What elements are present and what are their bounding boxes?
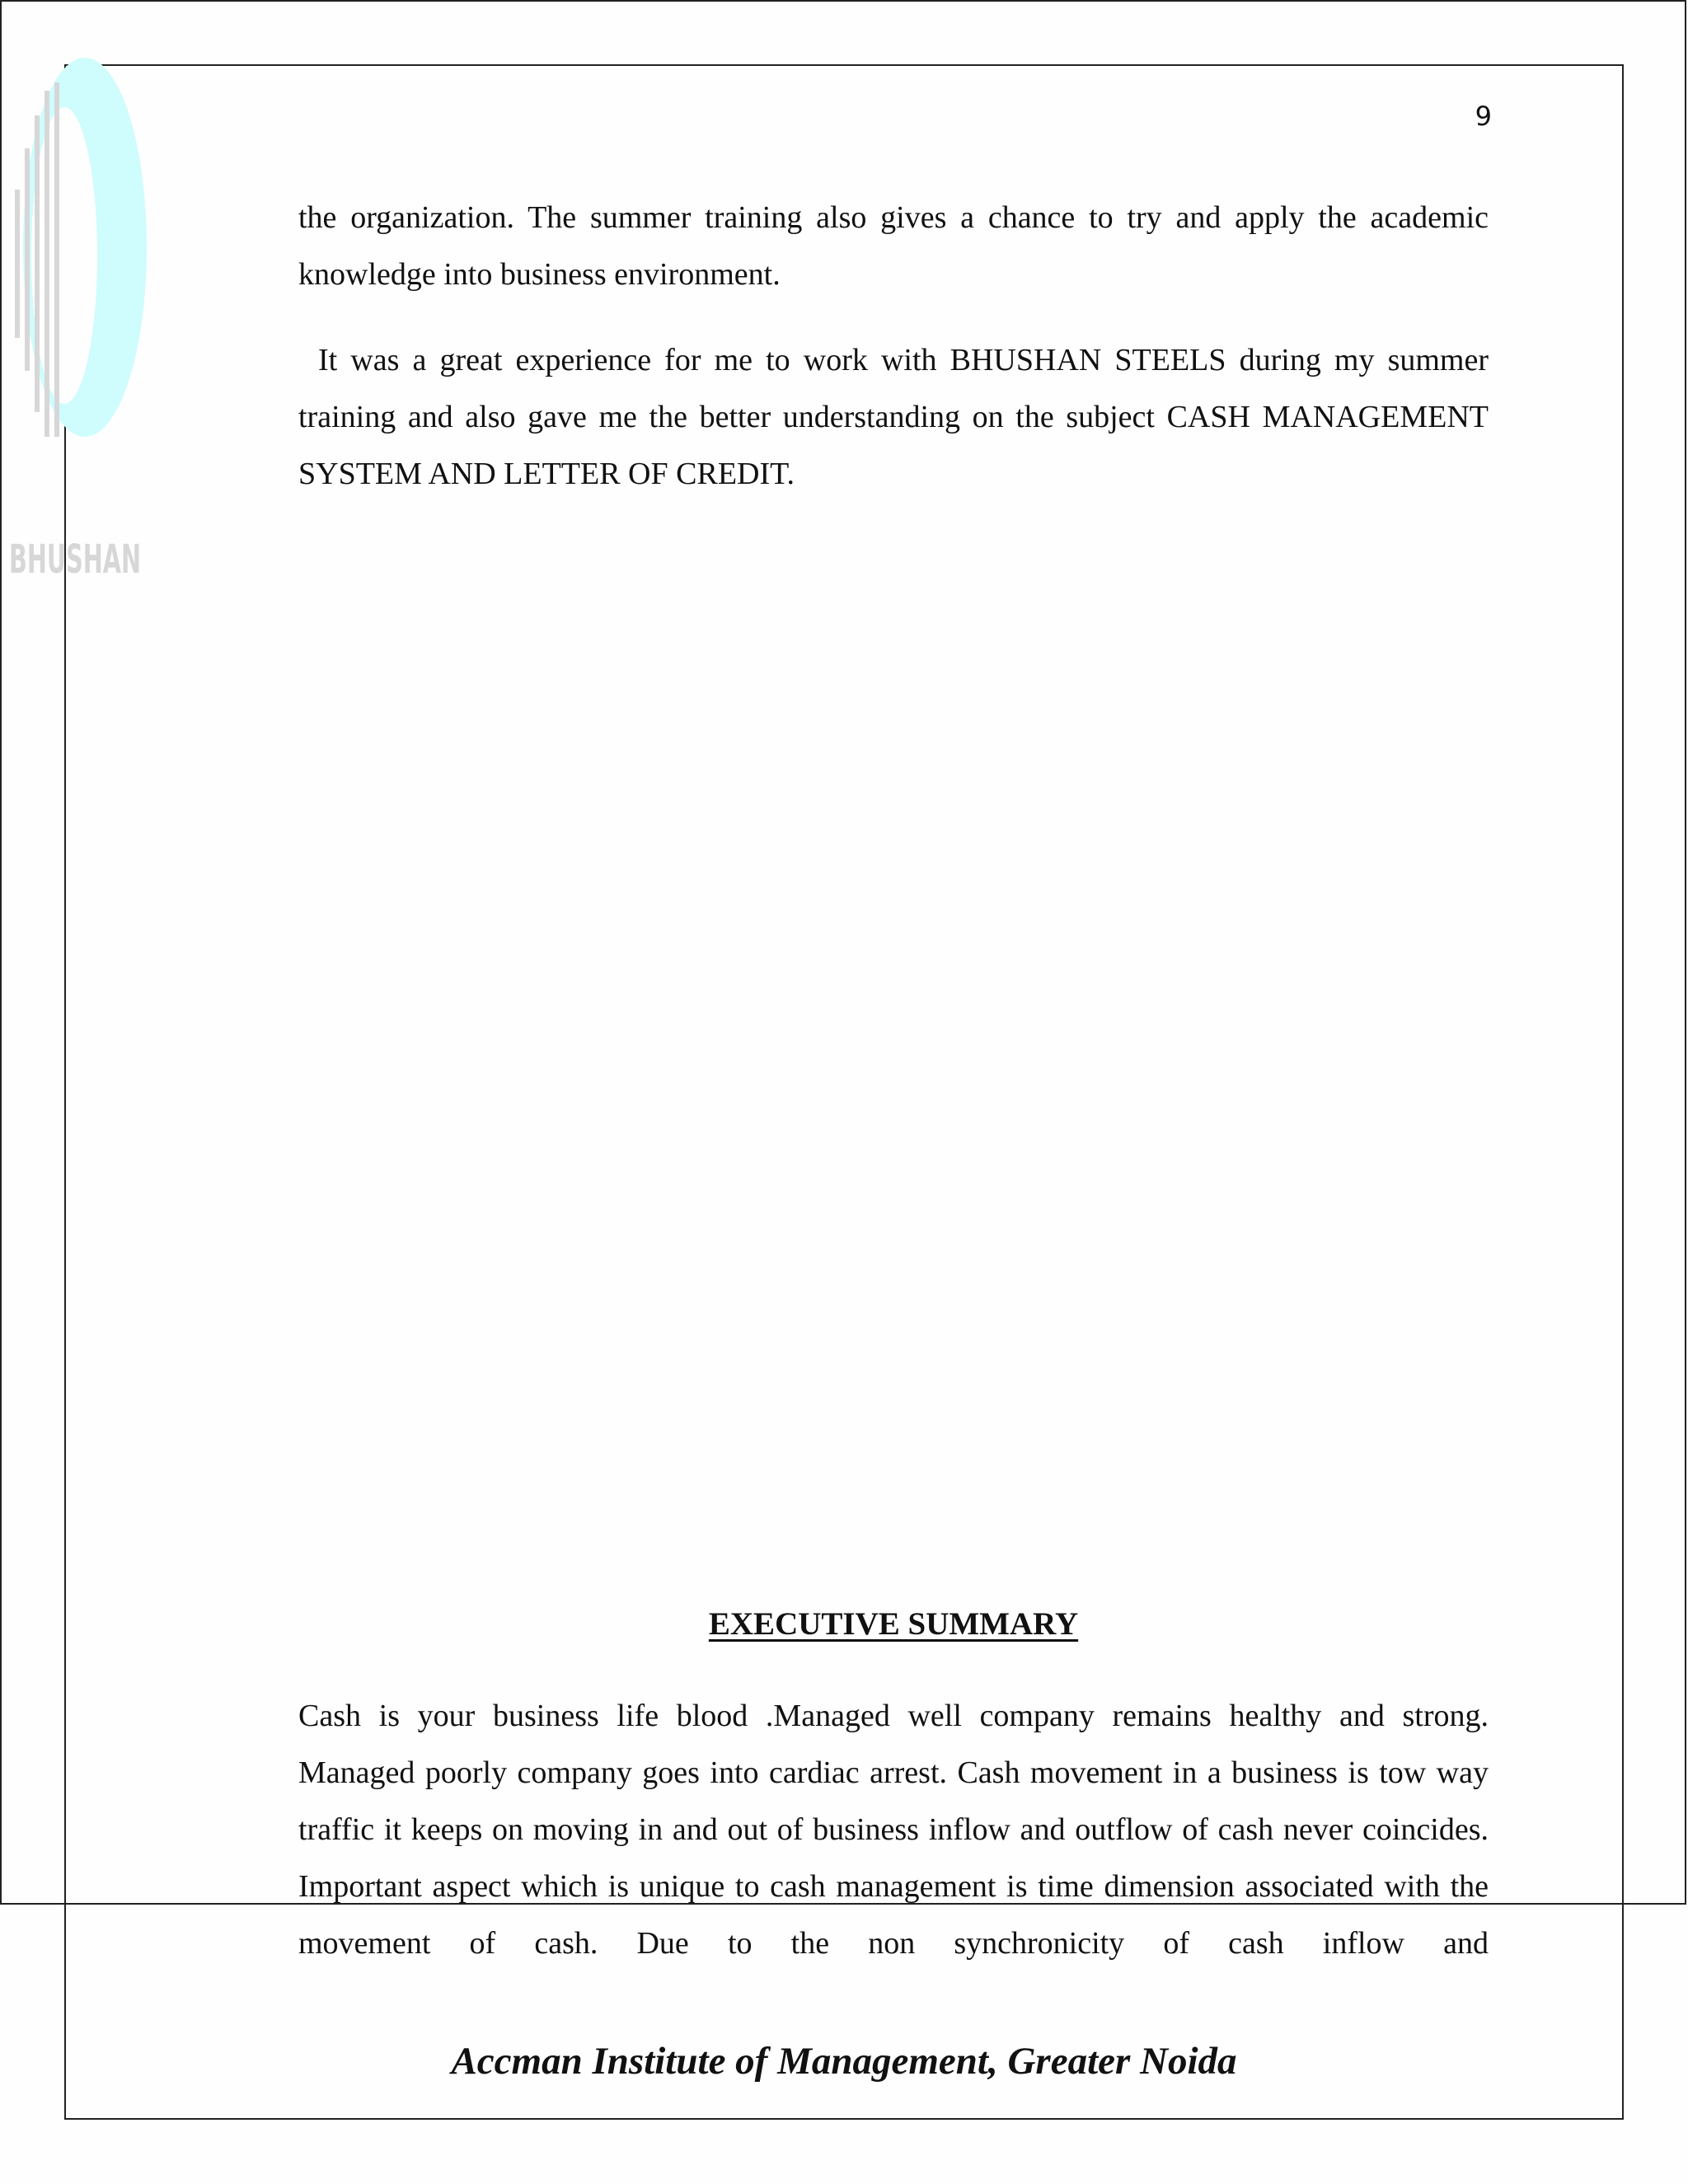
logo-wordmark: BHUSHAN (9, 537, 141, 583)
section-heading: EXECUTIVE SUMMARY (708, 1606, 1079, 1642)
logo-stripe (25, 148, 30, 371)
bhushan-logo-watermark (7, 33, 147, 585)
logo-stripe (35, 115, 40, 412)
page-number: 9 (1475, 101, 1492, 132)
body-paragraph-text: It was a great experience for me to work with BHUSHAN STEELS during my summer training and also gave me the better understanding on the subject CASH MANAGEMENT SYSTEM AND LETTER OF CREDIT. (298, 343, 1489, 491)
logo-stripe (45, 91, 49, 437)
body-paragraph (298, 332, 1489, 503)
logo-stripe (54, 82, 59, 437)
body-paragraph: the organization. The summer training also gives a chance to try and apply the academic knowledge into business environment. (298, 200, 1489, 292)
logo-stripe (15, 190, 20, 338)
page-footer: Accman Institute of Management, Greater Noida (451, 2040, 1237, 2083)
logo-swoosh-cutout (31, 107, 97, 404)
section-paragraph: Cash is your business life blood .Managed well company remains healthy and strong. Managed poorly company goes into cardiac arrest. Cash movement in a business is tow way traffic it keeps on moving in and out of business inflow and outflow of cash never coincides. Important aspect which is unique to cash management is time dimension associated with the movement of cash. Due to the non synchronicity of cash inflow and (298, 1699, 1489, 1961)
